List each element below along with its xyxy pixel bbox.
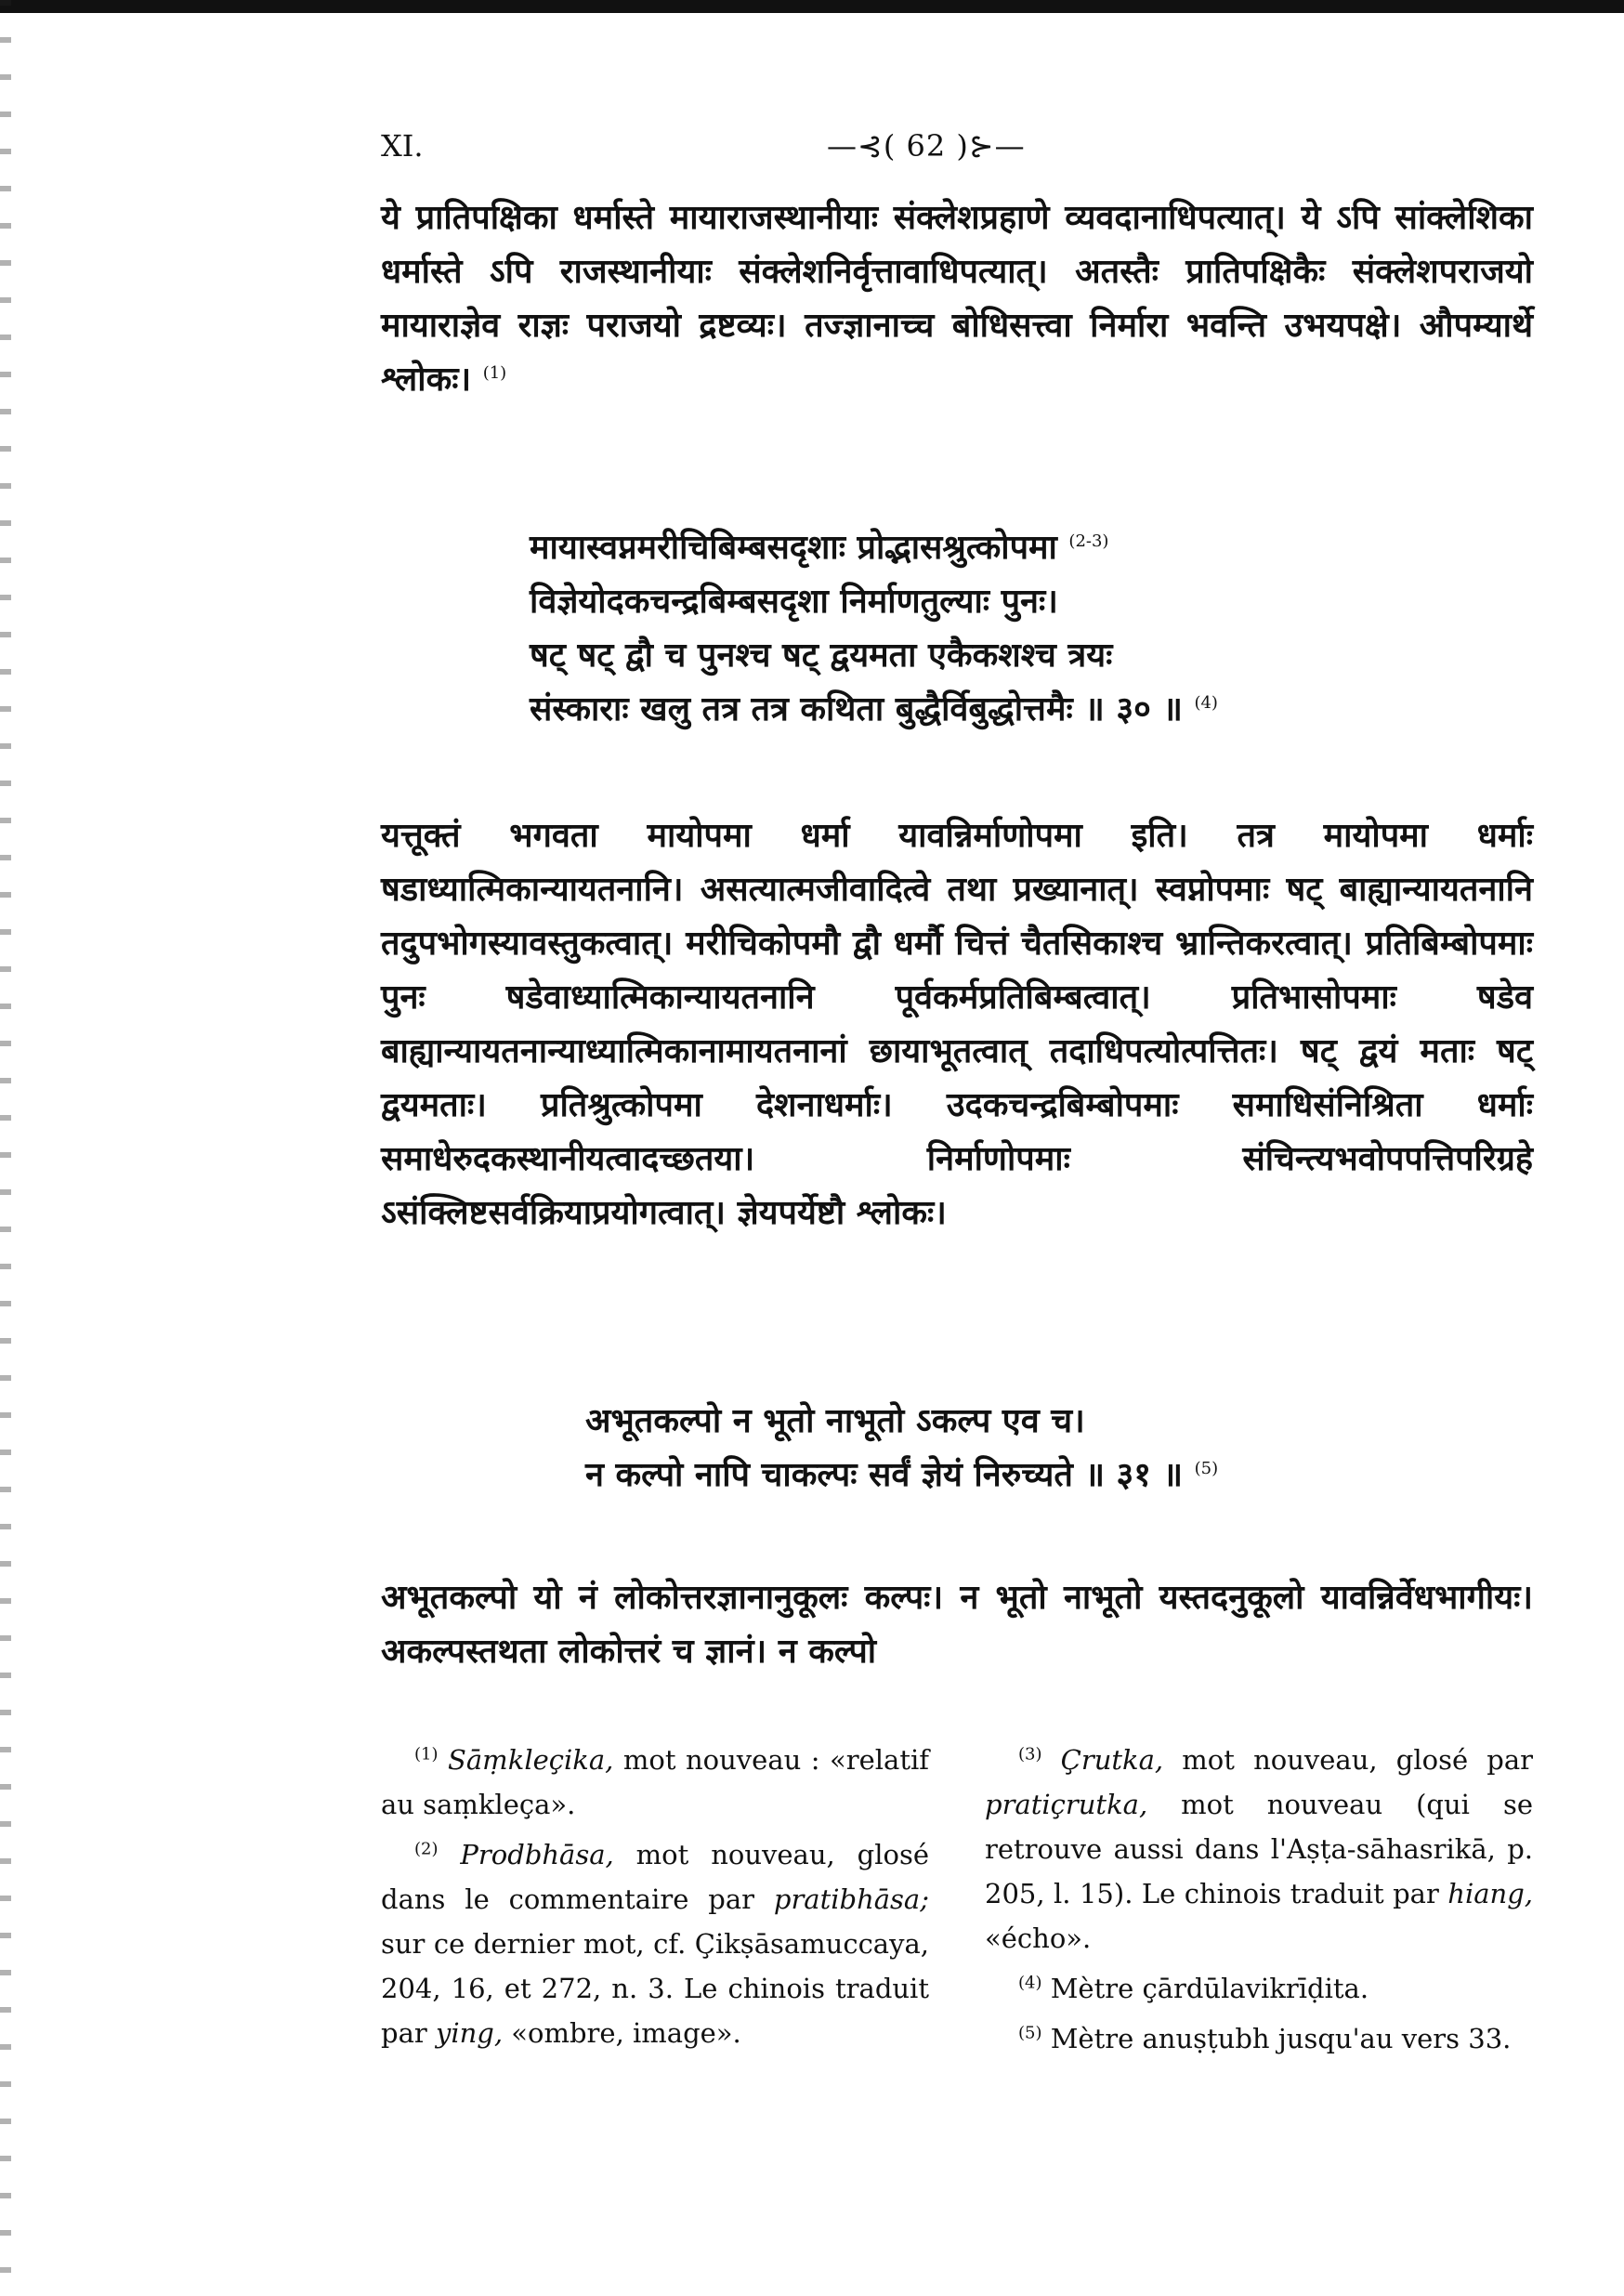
verse-30-line-3: षट् षट् द्वौ च पुनश्च षट् द्वयमता एकैकशश्च त्रयः: [530, 636, 1113, 675]
page-header: [381, 128, 1533, 165]
footnote-3: $^{(3)}$ Çrutka, mot nouveau, glosé par pratiçrutka, mot nouveau (qui se retrouve aussi dans l'Aṣṭa-sāhasrikā, p. 205, l. 15). Le chinois traduit par hiang, «écho».: [985, 1744, 1534, 1954]
paragraph-1: [381, 190, 1533, 406]
footnote-4: $^{(4)}$ Mètre çārdūlavikrīḍita.: [1018, 1973, 1369, 2004]
footnotes-left-column: [381, 1738, 929, 2061]
scan-top-edge: [0, 0, 1624, 13]
verse-30-line-1: मायास्वप्नमरीचिबिम्बसदृशाः प्रोद्भासश्रुत्कोपमा $^{(2-3)}$: [530, 528, 1109, 567]
paragraph-1-text: ये प्रातिपक्षिका धर्मास्ते मायाराजस्थानीयाः संक्लेशप्रहाणे व्यवदानाधिपत्यात्। ये ऽपि सांक्लेशिका धर्मास्ते ऽपि राजस्थानीयाः संक्लेशनिर्वृत्तावाधिपत्यात्। अतस्तैः प्रातिपक्षिकैः संक्लेशपराजयो मायाराज्ञेव राज्ञः पराजयो द्रष्टव्यः। तज्ज्ञानाच्च बोधिसत्त्वा निर्मारा भवन्ति उभयपक्षे। औपम्यार्थे श्लोकः।: [381, 198, 1533, 399]
footnote-5: $^{(5)}$ Mètre anuṣṭubh jusqu'au vers 33.: [1018, 2023, 1512, 2054]
paragraph-2: यत्तूक्तं भगवता मायोपमा धर्मा यावन्निर्माणोपमा इति। तत्र मायोपमा धर्माः षडाध्यात्मिकान्यायतनानि। असत्यात्मजीवादित्वे तथा प्रख्यानात्। स्वप्नोपमाः षट् बाह्यान्यायतनानि तदुपभोगस्यावस्तुकत्वात्। मरीचिकोपमौ द्वौ धर्मौ चित्तं चैतसिकाश्च भ्रान्तिकरत्वात्। प्रतिबिम्बोपमाः पुनः षडेवाध्यात्मिकान्यायतनानि पूर्वकर्मप्रतिबिम्बत्वात्। प्रतिभासोपमाः षडेव बाह्यान्यायतनान्याध्यात्मिकानामायतनानां छायाभूतत्वात् तदाधिपत्योत्पत्तितः। षट् द्वयं मताः षट् द्वयमताः। प्रतिश्रुत्कोपमा देशनाधर्माः। उदकचन्द्रबिम्बोपमाः समाधिसंनिश्रिता धर्माः समाधेरुदकस्थानीयत्वादच्छतया। निर्माणोपमाः संचिन्त्यभवोपपत्तिपरिग्रहे ऽसंक्लिष्टसर्वक्रियाप्रयोगत्वात्। ज्ञेयपर्येष्टौ श्लोकः।: [381, 816, 1533, 1232]
verse-31: [585, 1394, 1561, 1502]
footnote-ref-1: (1): [482, 363, 507, 383]
footnote-ref-5: (5): [1194, 1459, 1219, 1478]
verse-30: [530, 520, 1505, 736]
verse-31-line-2: न कल्पो नापि चाकल्पः सर्वं ज्ञेयं निरुच्यते ॥ ३१ ॥ $^{(5)}$: [585, 1455, 1219, 1494]
scan-left-edge: [0, 0, 11, 2296]
footnote-1: $^{(1)}$ Sāṃkleçika, mot nouveau : «relatif au saṃkleça».: [381, 1744, 930, 1820]
signature-mark: XI.: [381, 128, 424, 164]
paragraph-3: अभूतकल्पो यो नं लोकोत्तरज्ञानानुकूलः कल्पः। न भूतो नाभूतो यस्तदनुकूलो यावन्निर्वेधभागीयः। अकल्पस्तथता लोकोत्तरं च ज्ञानं। न कल्पो: [381, 1578, 1533, 1671]
verse-30-line-4: संस्काराः खलु तत्र तत्र कथिता बुद्धैर्विबुद्धोत्तमैः ॥ ३० ॥ $^{(4)}$: [530, 689, 1218, 728]
page-number: —⊰( 62 )⊱—: [827, 128, 1026, 164]
footnote-2: $^{(2)}$ Prodbhāsa, mot nouveau, glosé dans le commentaire par pratibhāsa; sur ce dernier mot, cf. Çikṣāsamuccaya, 204, 16, et 272, n. 3. Le chinois traduit par ying, «ombre, image».: [381, 1839, 930, 2049]
footnotes-right-column: [985, 1738, 1533, 2066]
footnote-ref-2-3: (2-3): [1068, 531, 1109, 551]
footnote-ref-4: (4): [1194, 693, 1218, 713]
verse-30-line-2: विज्ञेयोदकचन्द्रबिम्बसदृशा निर्माणतुल्याः पुनः।: [530, 582, 1058, 621]
verse-31-line-1: अभूतकल्पो न भूतो नाभूतो ऽकल्प एव च।: [585, 1401, 1085, 1440]
